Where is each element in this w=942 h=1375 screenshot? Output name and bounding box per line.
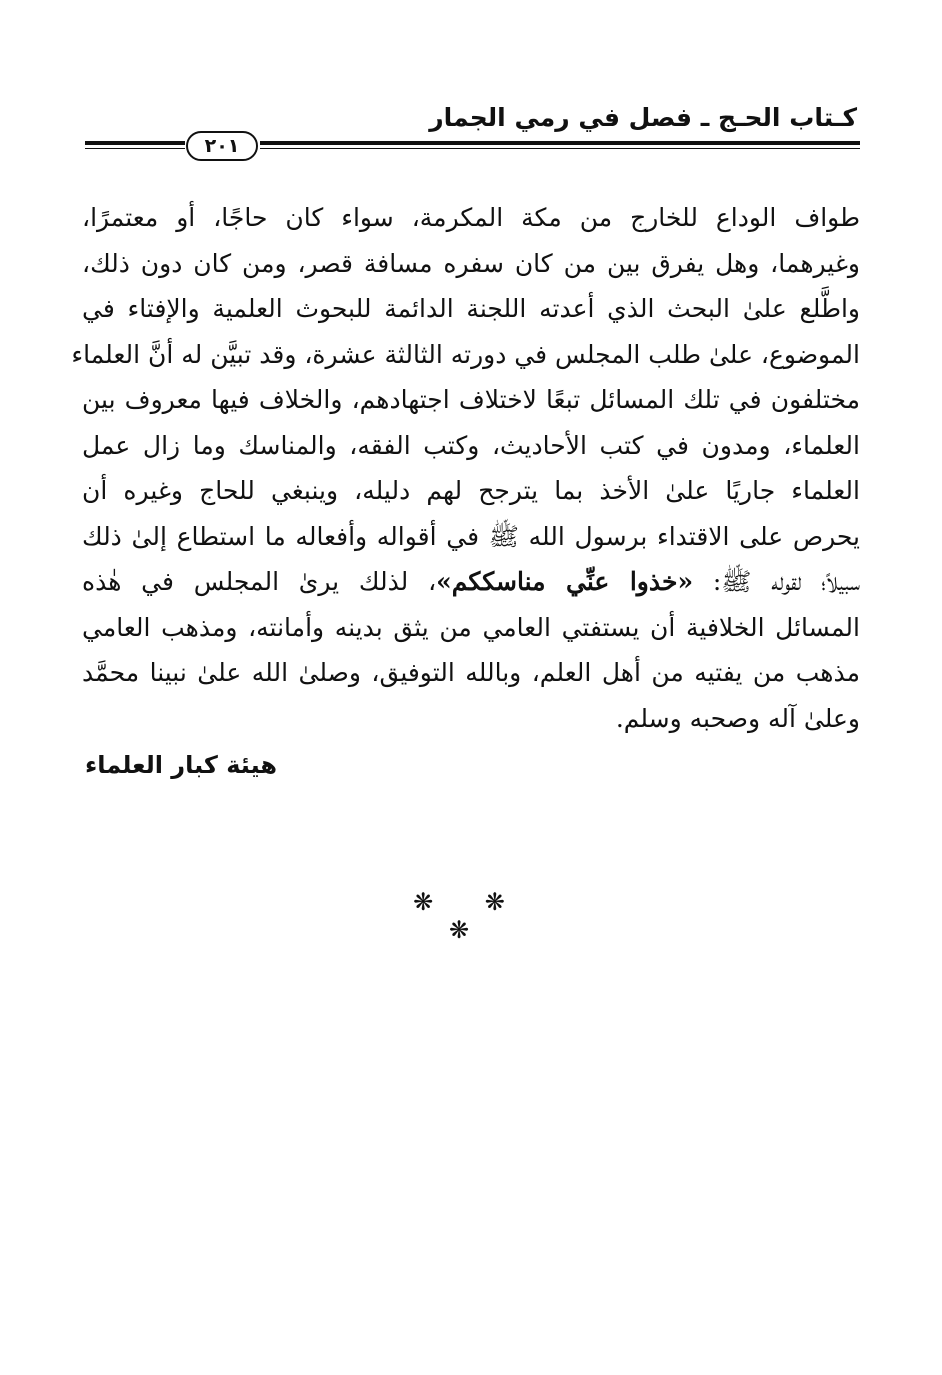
- running-title: كـتاب الحـج ـ فصل في رمي الجمار: [429, 103, 857, 132]
- text-line-with-quote: [82, 559, 860, 605]
- page-number-frame: [186, 131, 258, 161]
- text-line: مذهب من يفتيه من أهل العلم، وبالله التوفيق، وصلىٰ الله علىٰ نبينا محمَّد: [82, 658, 860, 687]
- signature: هيئة كبار العلماء: [85, 751, 278, 779]
- text-line: العلماء، ومدون في كتب الأحاديث، وكتب الفقه، والمناسك وما زال عمل: [82, 430, 860, 460]
- text-line: العلماء جاريًا علىٰ الأخذ بما يترجح لهم دليله، وينبغي للحاج وغيره أن: [82, 476, 860, 505]
- text-fragment: ، لذلك يرىٰ المجلس في هٰذه: [82, 567, 437, 596]
- text-line: وعلىٰ آله وصحبه وسلم.: [615, 703, 860, 733]
- text-line: الموضوع، علىٰ طلب المجلس في دورته الثالثة عشرة، وقد تبيَّن له أنَّ العلماء: [71, 339, 860, 369]
- text-line: طواف الوداع للخارج من مكة المكرمة، سواء كان حاجًا، أو معتمرًا،: [82, 203, 860, 232]
- text-line: المسائل الخلافية أن يستفتي العامي من يثق بدينه وأمانته، ومذهب العامي: [82, 612, 860, 642]
- section-separator: ❋ ❋ ❋: [413, 888, 527, 944]
- body-paragraph: [71, 195, 860, 741]
- header-rule-left: [85, 141, 185, 149]
- hadith-quote: «خذوا عنِّي مناسككم»: [436, 567, 694, 596]
- text-line: مختلفون في تلك المسائل تبعًا لاختلاف اجتهادهم، والخلاف فيها معروف بين: [82, 385, 860, 414]
- header-rule: [260, 141, 860, 149]
- text-fragment: سبيلاً؛ لقوله ﷺ:: [693, 567, 860, 596]
- text-line: واطَّلع علىٰ البحث الذي أعدته اللجنة الدائمة للبحوث العلمية والإفتاء في: [82, 294, 860, 323]
- text-line: وغيرهما، وهل يفرق بين من كان سفره مسافة قصر، ومن كان دون ذلك،: [82, 248, 860, 278]
- page-number: ٢٠١: [204, 134, 240, 157]
- text-line: يحرص على الاقتداء برسول الله ﷺ في أقواله وأفعاله ما استطاع إلىٰ ذلك: [82, 521, 860, 551]
